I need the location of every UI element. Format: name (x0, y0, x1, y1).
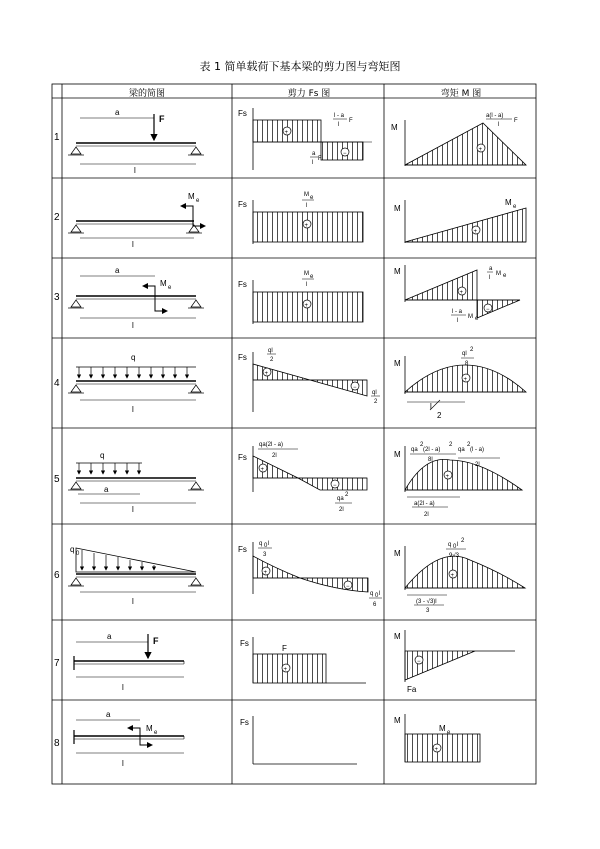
shear-bottom-denominator: 2 (374, 399, 378, 405)
load-label: F (153, 636, 159, 646)
svg-text:+: + (463, 377, 468, 383)
svg-text:+: + (304, 303, 309, 309)
row-2-moment (394, 198, 526, 243)
svg-text:2: 2 (467, 442, 471, 448)
moment-load-arrow-icon (181, 206, 193, 221)
moment-load-arrow-icon (143, 286, 155, 296)
shear-top-numerator: ql (268, 348, 273, 354)
row-1-shear (238, 108, 372, 170)
svg-text:e: e (310, 274, 314, 280)
moment-area (405, 123, 526, 165)
roller-support-icon (191, 482, 201, 489)
shear-top-numerator: M (304, 192, 309, 198)
row-number-3: 3 (54, 292, 60, 303)
row-6-shear (238, 541, 382, 608)
row-3-shear (238, 271, 363, 324)
row-number-2: 2 (54, 212, 60, 223)
svg-text:e: e (475, 316, 479, 322)
shear-top-numerator: q (259, 541, 263, 547)
moment-axis-label: M (394, 267, 401, 276)
svg-text:0: 0 (76, 551, 80, 557)
moment-position-denominator: 2l (424, 512, 429, 518)
moment-second-numerator: qa (458, 447, 465, 453)
moment-axis-label: M (394, 204, 401, 213)
shear-top-denominator: l (338, 122, 340, 128)
distributed-load-arrows-icon (79, 463, 139, 474)
load-label: M (188, 192, 195, 201)
svg-text:2: 2 (420, 442, 424, 448)
moment-load-arrow-icon (128, 728, 140, 736)
shear-axis-label: Fs (238, 109, 247, 118)
shear-bottom-numerator: qa (337, 496, 344, 502)
header-moment-diagram: 弯矩 M 图 (440, 89, 482, 99)
shear-top-numerator: M (304, 271, 309, 277)
dim-l-label: l (134, 166, 136, 175)
moment-negative-area (477, 300, 520, 318)
svg-text:+: + (478, 147, 483, 153)
moment-end-label: M (505, 198, 512, 207)
row-6-moment (394, 538, 525, 614)
distributed-load-label: q (131, 353, 136, 362)
moment-peak-denominator: 9√3 (449, 553, 459, 559)
dim-l-label: l (132, 597, 134, 606)
dim-a-label: a (104, 485, 109, 494)
svg-text:(l - a): (l - a) (470, 447, 484, 453)
dim-l-label: l (122, 759, 124, 768)
moment-axis-label: M (394, 716, 401, 725)
shear-bottom-denominator: 6 (373, 602, 377, 608)
moment-down-multiplier: M (468, 314, 473, 320)
row-number-6: 6 (54, 570, 60, 581)
row-number-4: 4 (54, 378, 60, 389)
roller-support-icon (191, 147, 201, 154)
svg-text:0: 0 (264, 543, 268, 549)
shear-bottom-denominator: 2l (339, 507, 344, 513)
shear-bottom-multiplier: F (318, 156, 322, 162)
svg-text:−: − (343, 151, 347, 157)
pin-support-icon (71, 482, 81, 489)
roller-support-icon (191, 300, 201, 307)
row-5-shear (238, 442, 367, 513)
row-8-moment (394, 714, 480, 762)
moment-up-multiplier: M (496, 271, 501, 277)
shear-top-denominator: 2l (272, 453, 277, 459)
moment-down-numerator: l - a (452, 309, 463, 315)
svg-text:−: − (353, 385, 357, 391)
row-8-shear (240, 716, 357, 764)
svg-text:e: e (513, 204, 517, 210)
shear-top-multiplier: F (349, 118, 353, 124)
pin-support-icon (71, 385, 81, 392)
header-shear-diagram: 剪力 Fs 图 (287, 89, 331, 99)
dim-l-label: l (122, 683, 124, 692)
svg-text:+: + (264, 371, 269, 377)
svg-text:(2l - a): (2l - a) (423, 447, 441, 453)
moment-down-denominator: l (457, 318, 459, 324)
moment-axis-label: M (394, 549, 401, 558)
row-4-shear (238, 348, 380, 412)
shear-top-numerator: qa(2l - a) (259, 442, 284, 448)
row-3-moment (394, 265, 520, 324)
moment-axis-label: M (394, 632, 401, 641)
svg-text:+: + (283, 667, 288, 673)
svg-text:+: + (445, 474, 450, 480)
dim-l-label: l (132, 405, 134, 414)
shear-top-denominator: l (306, 203, 308, 209)
svg-text:−: − (346, 584, 350, 590)
dim-a-label: a (107, 632, 112, 641)
row-2-beam (68, 192, 205, 249)
svg-text:+: + (473, 229, 478, 235)
svg-text:+: + (304, 223, 309, 229)
roller-support-icon (191, 578, 201, 585)
shear-bottom-numerator: q (370, 591, 374, 597)
pin-support-icon (71, 225, 81, 232)
shear-axis-label: Fs (238, 453, 247, 462)
moment-top-label: M (439, 724, 446, 733)
moment-position-numerator: (3 - √3)l (416, 599, 437, 605)
svg-text:l: l (457, 542, 459, 548)
load-label: M (146, 724, 153, 733)
pin-support-icon (71, 578, 81, 585)
row-7-moment (394, 630, 515, 694)
shear-positive-area (253, 556, 300, 578)
dim-a-label: a (106, 710, 111, 719)
distributed-load-arrows-icon (82, 550, 154, 570)
shear-bottom-numerator: a (312, 151, 316, 157)
svg-text:−: − (486, 307, 490, 313)
moment-peak-denominator: l (498, 122, 500, 128)
moment-peak-denominator: 8 (465, 361, 469, 367)
svg-text:+: + (434, 747, 439, 753)
pin-support-icon (71, 147, 81, 154)
distributed-load-label: q (100, 451, 105, 460)
shear-bottom-numerator: ql (372, 390, 377, 396)
moment-bottom-label: Fa (407, 685, 417, 694)
shear-top-denominator: l (306, 282, 308, 288)
header-beam-diagram: 梁的简图 (128, 89, 165, 99)
row-3-beam (68, 266, 204, 330)
moment-negative-area (405, 651, 475, 680)
svg-text:0: 0 (453, 544, 457, 550)
moment-positive-area (405, 270, 477, 300)
row-7-beam (74, 632, 184, 692)
row-5-beam (68, 451, 204, 514)
shear-top-denominator: 2 (270, 357, 274, 363)
roller-support-icon (191, 385, 201, 392)
row-4-beam (68, 353, 204, 414)
shear-bottom-denominator: l (312, 160, 314, 166)
svg-text:+: + (459, 290, 464, 296)
svg-text:+: + (450, 573, 455, 579)
row-1-moment (391, 113, 526, 166)
row-number-1: 1 (54, 132, 60, 143)
pin-support-icon (71, 300, 81, 307)
shear-axis-label: Fs (238, 353, 247, 362)
svg-text:l: l (379, 591, 381, 597)
svg-text:2: 2 (449, 442, 453, 448)
row-6-beam (68, 545, 204, 606)
load-label: M (160, 279, 167, 288)
dim-a-label: a (115, 266, 120, 275)
row-number-5: 5 (54, 474, 60, 485)
moment-positive-area (405, 734, 480, 762)
moment-up-numerator: a (489, 266, 493, 272)
moment-peak-multiplier: F (514, 118, 518, 124)
shear-axis-label: Fs (238, 280, 247, 289)
row-number-8: 8 (54, 738, 60, 749)
svg-text:2: 2 (470, 347, 474, 353)
dim-l-label: l (132, 505, 134, 514)
moment-peak-numerator: q (448, 542, 452, 548)
moment-area (405, 459, 522, 490)
row-7-shear (240, 637, 366, 683)
svg-text:2: 2 (461, 538, 465, 544)
dim-l-label: l (132, 321, 134, 330)
row-number-7: 7 (54, 658, 60, 669)
row-2-shear (238, 192, 363, 244)
dim-l-label: l (132, 240, 134, 249)
moment-peak-denominator: 8l (428, 457, 433, 463)
svg-text:e: e (310, 195, 314, 201)
row-1-beam (68, 108, 204, 175)
svg-text:−: − (333, 483, 337, 489)
table-title: 表 1 简单载荷下基本梁的剪力图与弯矩图 (199, 60, 401, 73)
row-8-beam (74, 710, 184, 768)
svg-text:0: 0 (375, 593, 379, 599)
svg-text:l: l (268, 541, 270, 547)
row-5-moment (394, 442, 522, 518)
moment-peak-numerator: a(l - a) (486, 113, 504, 119)
shear-axis-label: Fs (240, 718, 249, 727)
distributed-load-arrows-icon (79, 367, 187, 378)
svg-text:+: + (284, 130, 289, 136)
moment-area (405, 208, 526, 242)
row-4-moment (394, 347, 526, 420)
dim-a-label: a (115, 108, 120, 117)
moment-up-denominator: l (489, 275, 491, 281)
svg-text:e: e (154, 730, 158, 736)
moment-peak-numerator: qa (411, 447, 418, 453)
shear-axis-label: Fs (238, 545, 247, 554)
shear-top-denominator: 3 (263, 552, 267, 558)
shear-top-label: F (282, 644, 287, 653)
moment-peak-numerator: ql (462, 351, 467, 357)
svg-text:+: + (260, 467, 265, 473)
moment-axis-label: M (394, 359, 401, 368)
svg-text:−: − (417, 659, 421, 665)
shear-axis-label: Fs (240, 639, 249, 648)
moment-second-denominator: 2l (475, 462, 480, 468)
shear-negative-area (300, 578, 368, 592)
svg-text:+: + (263, 570, 268, 576)
moment-axis-label: M (391, 123, 398, 132)
moment-area (405, 556, 525, 588)
distributed-load-label: q (70, 545, 75, 554)
svg-text:e: e (168, 285, 172, 291)
svg-text:e: e (196, 198, 200, 204)
moment-half-denominator: 2 (437, 411, 442, 420)
moment-half-label: l (430, 402, 432, 411)
svg-text:e: e (503, 273, 507, 279)
moment-position-denominator: 3 (426, 608, 430, 614)
load-label: F (159, 114, 165, 124)
shear-axis-label: Fs (238, 200, 247, 209)
moment-axis-label: M (394, 450, 401, 459)
shear-top-numerator: l - a (334, 113, 345, 119)
svg-text:e: e (447, 730, 451, 736)
moment-position-numerator: a(2l - a) (414, 501, 435, 507)
shear-positive-area (253, 364, 310, 380)
svg-text:2: 2 (345, 492, 349, 498)
